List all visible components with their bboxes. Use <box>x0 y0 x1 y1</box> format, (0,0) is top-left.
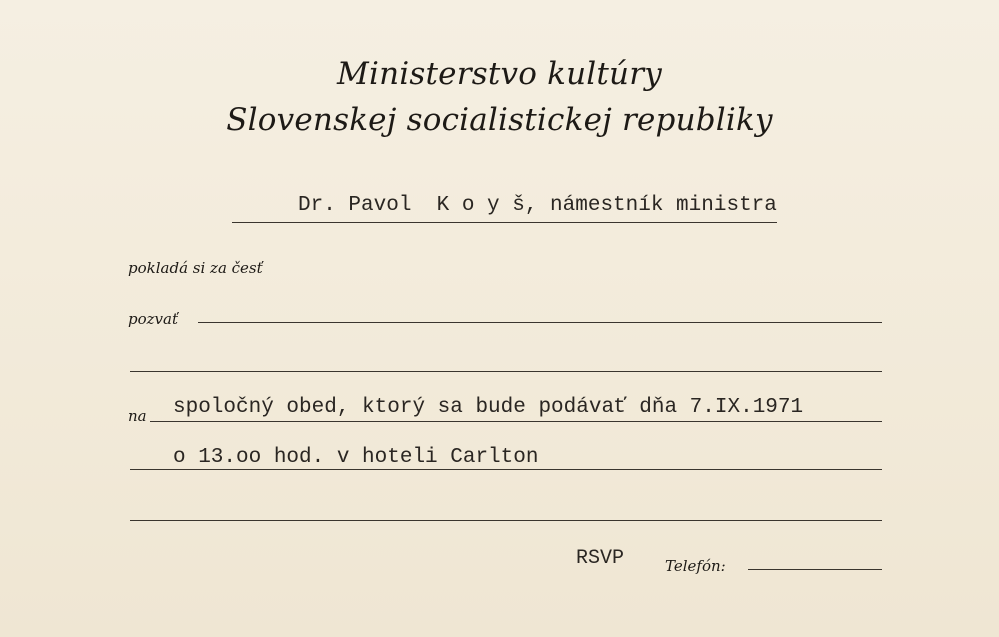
host-line <box>232 222 777 223</box>
event-line-2 <box>130 469 882 470</box>
telefon-line <box>748 569 882 570</box>
telefon-label: Telefón: <box>665 557 726 575</box>
guest-line-2 <box>130 371 882 372</box>
event-typed-line1: spoločný obed, ktorý sa bude podávať dňa 7.IX.1971 <box>173 396 804 419</box>
poklada-label: pokladá si za česť <box>128 259 263 277</box>
rsvp-typed: RSVP <box>576 547 625 570</box>
event-typed-line2: o 13.oo hod. v hoteli Carlton <box>173 446 539 469</box>
ministry-title-line2: Slovenskej socialistickej republiky <box>226 102 773 138</box>
host-name-typed: Dr. Pavol K o y š, námestník ministra <box>298 194 777 217</box>
event-line-3 <box>130 520 882 521</box>
na-label: na <box>128 407 147 425</box>
guest-line-1 <box>198 322 882 323</box>
ministry-title-line1: Ministerstvo kultúry <box>337 56 662 92</box>
event-line-1 <box>150 421 882 422</box>
pozvat-label: pozvať <box>128 310 178 328</box>
